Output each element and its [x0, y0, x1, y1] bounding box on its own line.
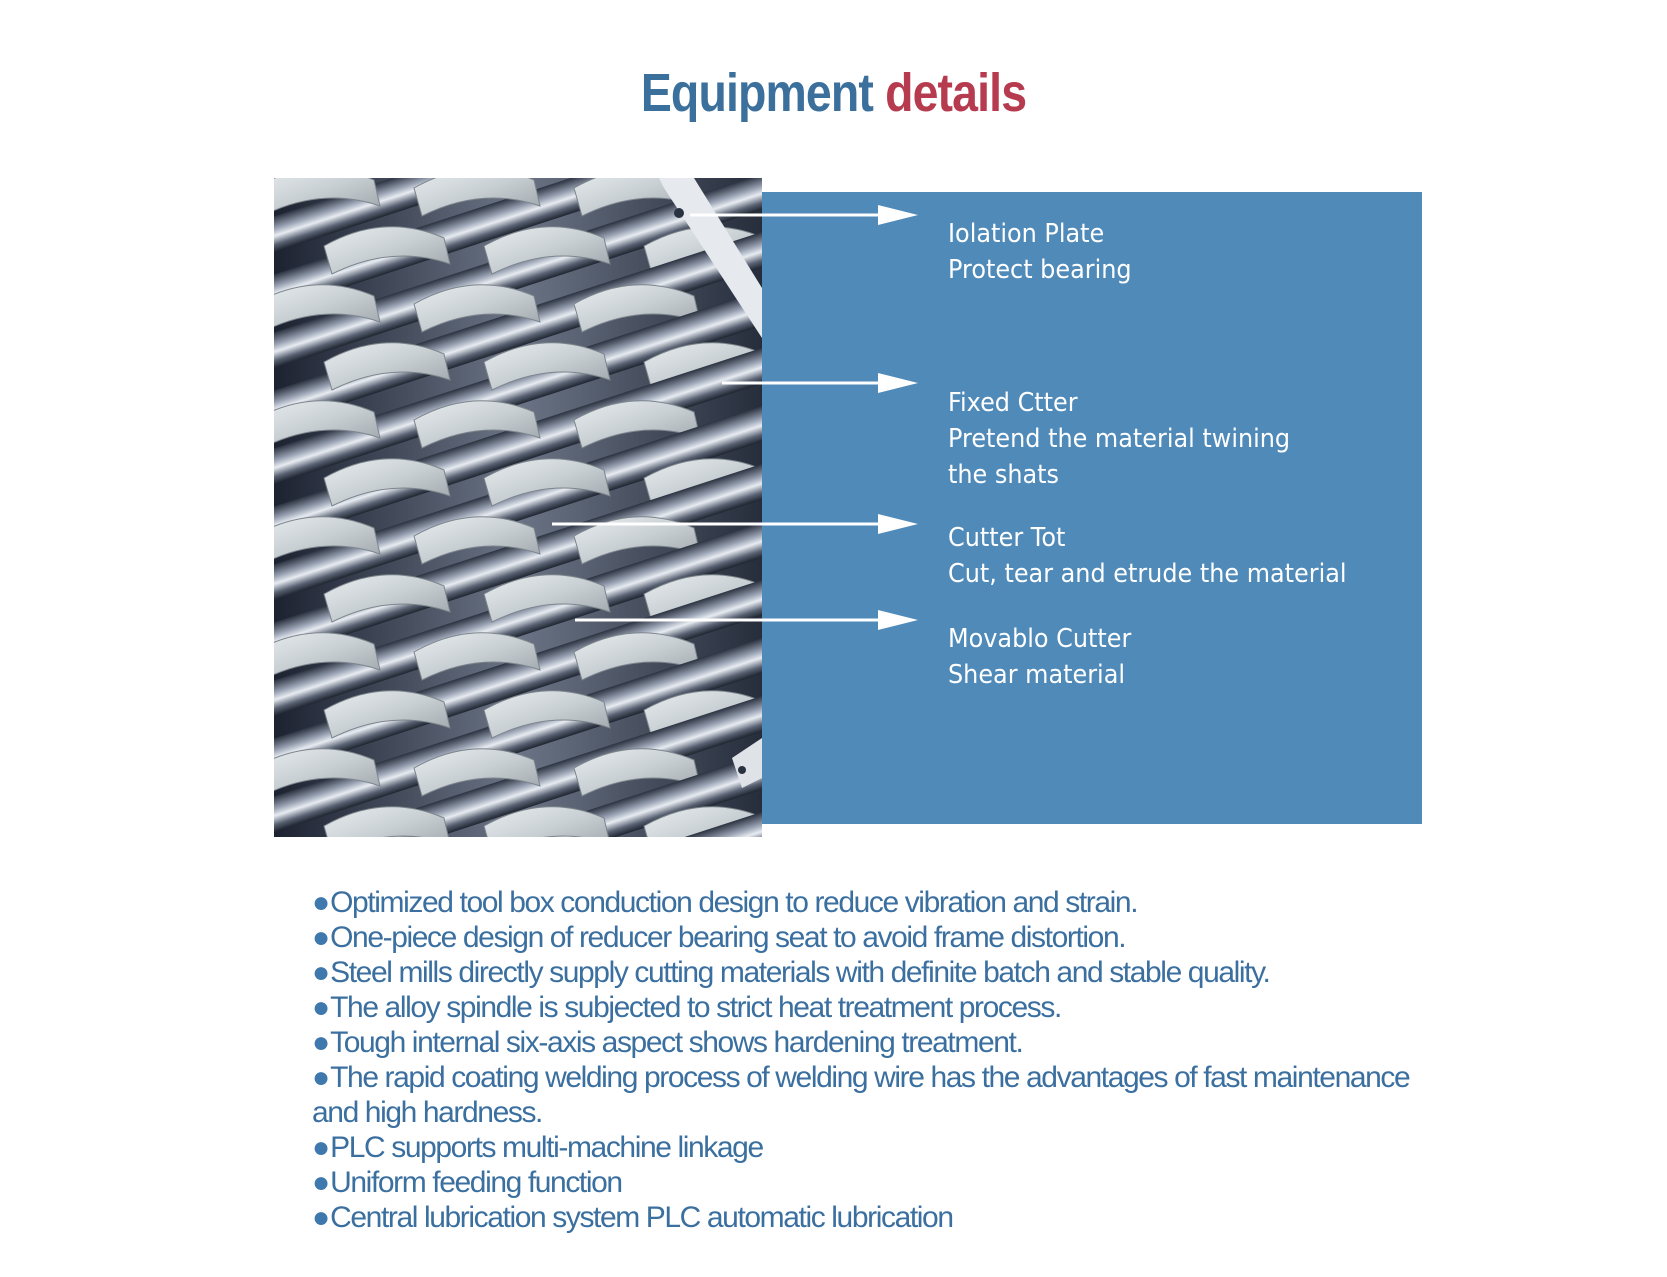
list-item: ●Tough internal six-axis aspect shows hardening treatment. [312, 1026, 1023, 1059]
callout-desc: Pretend the material twining [948, 424, 1291, 454]
callout-isolation-plate [948, 216, 1132, 288]
feature-list [312, 885, 1432, 1235]
callout-desc: the shats [948, 460, 1059, 490]
list-item: ●The rapid coating welding process of welding wire has the advantages of fast maintenance and high hardness. [312, 1061, 1410, 1129]
callout-title: Fixed Ctter [948, 388, 1078, 418]
callout-movable-cutter [948, 621, 1131, 693]
callout-title: Iolation Plate [948, 219, 1105, 249]
callout-desc: Cut, tear and etrude the material [948, 559, 1347, 589]
callout-title: Movablo Cutter [948, 624, 1132, 654]
bullet-icon: ● [312, 1131, 331, 1164]
bullet-icon: ● [312, 886, 331, 919]
bullet-icon: ● [312, 921, 331, 954]
bullet-icon: ● [312, 1026, 331, 1059]
bullet-icon: ● [312, 1061, 331, 1094]
shredder-blades-photo [274, 178, 762, 837]
bullet-icon: ● [312, 1166, 331, 1199]
bullet-icon: ● [312, 991, 331, 1024]
bullet-icon: ● [312, 1201, 331, 1234]
list-item: ●The alloy spindle is subjected to strict heat treatment process. [312, 991, 1061, 1024]
list-item: ●PLC supports multi-machine linkage [312, 1131, 763, 1164]
callout-desc: Shear material [948, 660, 1125, 690]
list-item: ●Uniform feeding function [312, 1166, 622, 1199]
list-item: ●One-piece design of reducer bearing seat to avoid frame distortion. [312, 921, 1126, 954]
list-item: ●Steel mills directly supply cutting materials with definite batch and stable quality. [312, 956, 1270, 989]
list-item: ●Central lubrication system PLC automatic lubrication [312, 1201, 953, 1234]
callout-title: Cutter Tot [948, 523, 1066, 553]
title-equipment: Equipment [640, 63, 874, 123]
callout-cutter-tot [948, 520, 1347, 592]
shredder-blades-image [274, 178, 762, 837]
callout-fixed-cutter [948, 385, 1290, 493]
list-item: ●Optimized tool box conduction design to reduce vibration and strain. [312, 886, 1138, 919]
bullet-icon: ● [312, 956, 331, 989]
page-title [117, 62, 1551, 124]
callout-desc: Protect bearing [948, 255, 1132, 285]
title-details: details [885, 63, 1027, 123]
